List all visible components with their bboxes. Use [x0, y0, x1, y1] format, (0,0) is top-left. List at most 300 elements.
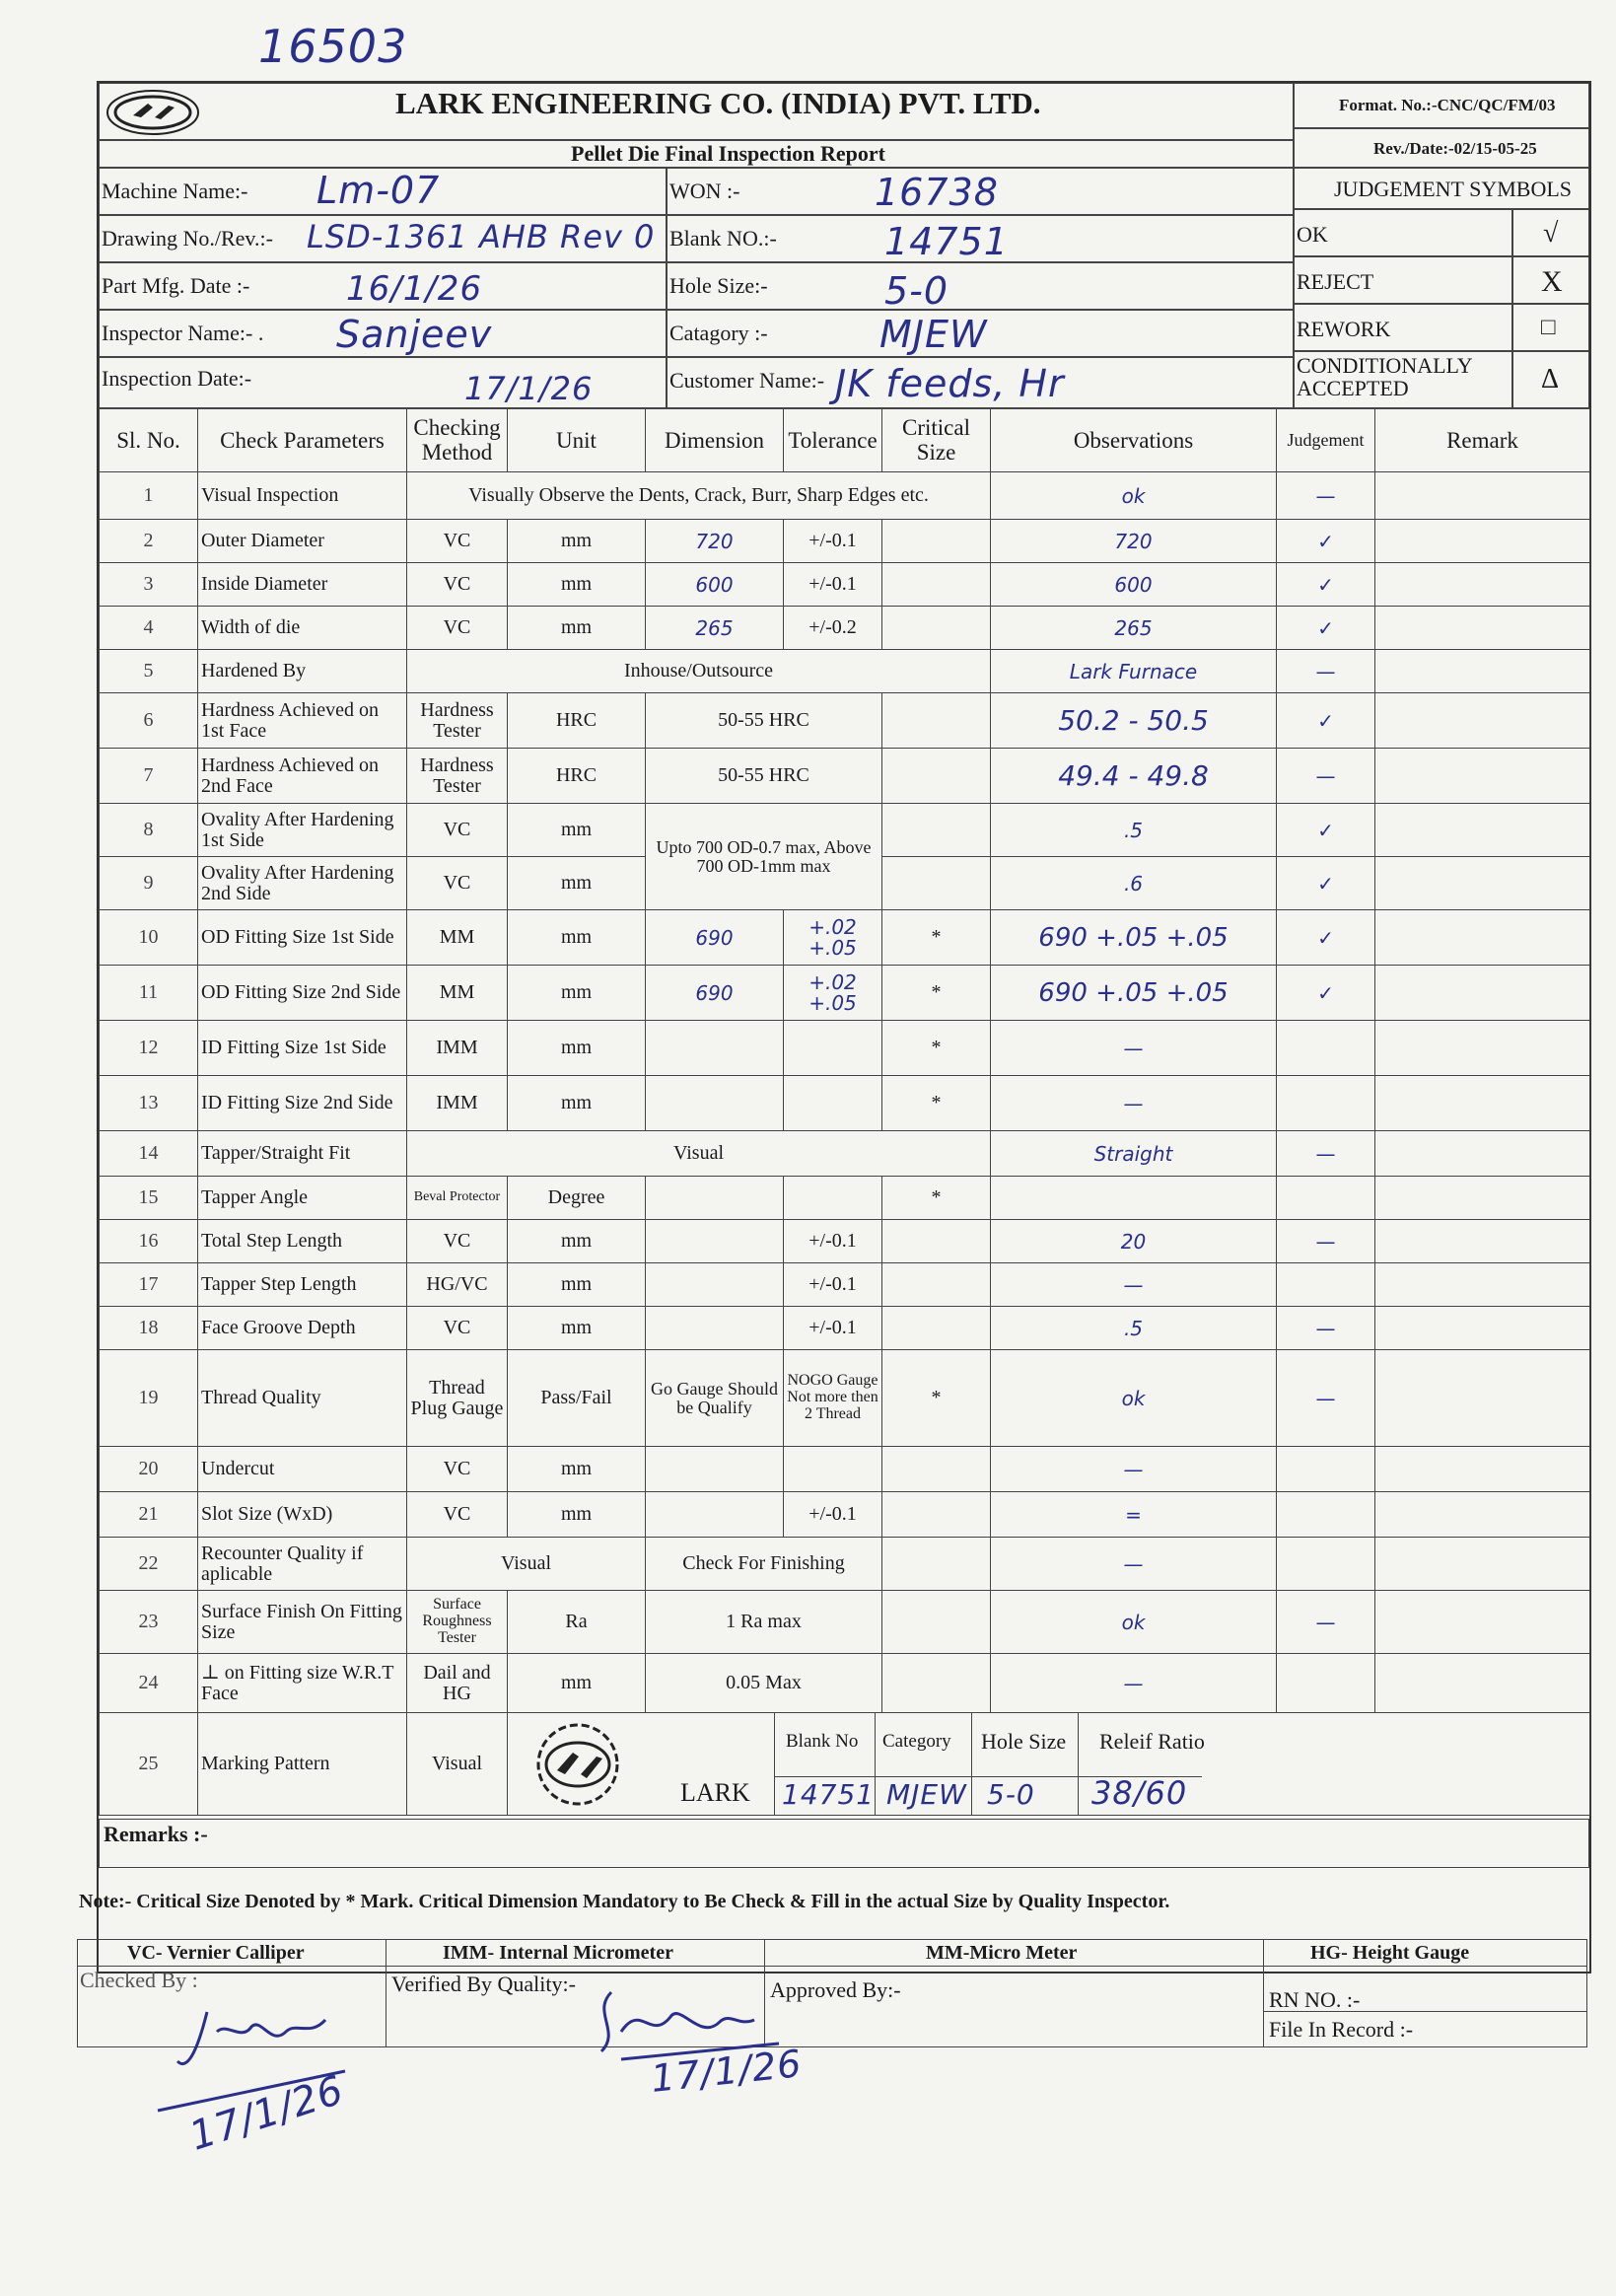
observation: ok: [991, 472, 1277, 520]
critical: [882, 520, 991, 563]
sl-no: 20: [100, 1447, 198, 1492]
unit: mm: [508, 607, 646, 650]
span-text: Visual: [407, 1131, 991, 1177]
table-row: [100, 693, 1590, 749]
tolerance: [784, 1021, 882, 1076]
sl-no: 12: [100, 1021, 198, 1076]
col-judgement: Judgement: [1277, 409, 1375, 472]
method: VC: [407, 1492, 508, 1538]
method: Dail and HG: [407, 1654, 508, 1713]
sl-no: 1: [100, 472, 198, 520]
dimension: 720: [646, 520, 784, 563]
param: ID Fitting Size 2nd Side: [198, 1076, 407, 1131]
observation: 50.2 - 50.5: [991, 693, 1277, 749]
judgement: ✓: [1277, 563, 1375, 607]
drawing-label: Drawing No./Rev.:-: [102, 226, 273, 251]
sl-no: 18: [100, 1307, 198, 1350]
sl-no: 19: [100, 1350, 198, 1447]
param: Visual Inspection: [198, 472, 407, 520]
param: Tapper Step Length: [198, 1263, 407, 1307]
table-row: [100, 563, 1590, 607]
inspection-date-label: Inspection Date:-: [102, 366, 252, 391]
unit: mm: [508, 910, 646, 966]
sl-no: 23: [100, 1591, 198, 1654]
method: VC: [407, 607, 508, 650]
judgement: —: [1277, 1307, 1375, 1350]
sl-no: 14: [100, 1131, 198, 1177]
dimension-tolerance: 0.05 Max: [646, 1654, 882, 1713]
inspection-date-value: 17/1/26: [464, 370, 594, 407]
dimension: [646, 1177, 784, 1220]
remark: [1375, 966, 1590, 1021]
tolerance: +/-0.1: [784, 1307, 882, 1350]
inspector-value: Sanjeev: [336, 313, 493, 356]
unit: mm: [508, 563, 646, 607]
remark: [1375, 1538, 1590, 1591]
method: IMM: [407, 1021, 508, 1076]
symbol-ok-cell: [1512, 209, 1589, 256]
rev-date-cell: [1294, 128, 1589, 168]
blank-row: [667, 215, 1294, 262]
legend-imm: IMM- Internal Micrometer: [443, 1942, 673, 1964]
observation: 690 +.05 +.05: [991, 966, 1277, 1021]
marking-detail: [508, 1713, 1590, 1816]
machine-name-row: [99, 168, 667, 215]
symbol-ok-label-cell: [1294, 209, 1512, 256]
critical: [882, 1307, 991, 1350]
param: Tapper/Straight Fit: [198, 1131, 407, 1177]
observation: Lark Furnace: [991, 650, 1277, 693]
table-row: [100, 1263, 1590, 1307]
observation: [991, 1177, 1277, 1220]
tolerance: +/-0.1: [784, 1492, 882, 1538]
tolerance: +/-0.1: [784, 520, 882, 563]
critical: *: [882, 1350, 991, 1447]
won-label: WON :-: [669, 179, 740, 203]
param: Outer Diameter: [198, 520, 407, 563]
observation: 49.4 - 49.8: [991, 749, 1277, 804]
won-value: 16738: [875, 171, 999, 214]
remark: [1375, 857, 1590, 910]
observation: ok: [991, 1591, 1277, 1654]
drawing-row: [99, 215, 667, 262]
verified-by-label: Verified By Quality:-: [391, 1972, 576, 1996]
param: Width of die: [198, 607, 407, 650]
report-title-row: [99, 140, 1294, 168]
judgement: ✓: [1277, 966, 1375, 1021]
blank-label: Blank NO.:-: [669, 226, 777, 251]
marking-header-category: Category: [882, 1731, 951, 1752]
param: OD Fitting Size 1st Side: [198, 910, 407, 966]
judgement: ✓: [1277, 804, 1375, 857]
part-mfg-row: [99, 262, 667, 310]
unit: mm: [508, 1076, 646, 1131]
observation: 720: [991, 520, 1277, 563]
judgement: [1277, 1076, 1375, 1131]
marking-logo: [514, 1721, 642, 1808]
company-logo: [104, 88, 202, 137]
category-row: [667, 310, 1294, 357]
unit: Degree: [508, 1177, 646, 1220]
span-text: Visually Observe the Dents, Crack, Burr, Sharp Edges etc.: [407, 472, 991, 520]
param: Tapper Angle: [198, 1177, 407, 1220]
judgement: —: [1277, 472, 1375, 520]
top-handwritten-number: 16503: [258, 20, 408, 73]
method: Hardness Tester: [407, 693, 508, 749]
judgement: —: [1277, 1131, 1375, 1177]
unit: mm: [508, 804, 646, 857]
dimension-tolerance: Upto 700 OD-0.7 max, Above 700 OD-1mm max: [646, 804, 882, 910]
marking-header-blank: Blank No: [786, 1731, 859, 1752]
judgement: —: [1277, 650, 1375, 693]
observation: 690 +.05 +.05: [991, 910, 1277, 966]
symbol-conditional-label: CONDITIONALLY ACCEPTED: [1297, 353, 1472, 401]
unit: mm: [508, 1263, 646, 1307]
table-row: [100, 1447, 1590, 1492]
remark: [1375, 1447, 1590, 1492]
marking-pattern-row: [100, 1713, 1590, 1816]
sl-no: 3: [100, 563, 198, 607]
remark: [1375, 607, 1590, 650]
rev-date: Rev./Date:-02/15-05-25: [1373, 139, 1537, 158]
unit: mm: [508, 520, 646, 563]
param: ID Fitting Size 1st Side: [198, 1021, 407, 1076]
critical: [882, 607, 991, 650]
method: VC: [407, 857, 508, 910]
observation: .6: [991, 857, 1277, 910]
tolerance: [784, 1177, 882, 1220]
remark: [1375, 693, 1590, 749]
legend-hg: HG- Height Gauge: [1310, 1942, 1470, 1964]
sl-no: 17: [100, 1263, 198, 1307]
judgement: —: [1277, 749, 1375, 804]
col-check-parameters: Check Parameters: [198, 409, 407, 472]
method: Visual: [407, 1538, 646, 1591]
sl-no: 21: [100, 1492, 198, 1538]
judgement: —: [1277, 1591, 1375, 1654]
observation: =: [991, 1492, 1277, 1538]
remark: [1375, 472, 1590, 520]
dimension: 265: [646, 607, 784, 650]
col-critical-size: Critical Size: [882, 409, 991, 472]
dimension-tolerance: 50-55 HRC: [646, 693, 882, 749]
symbol-reject-label: REJECT: [1297, 269, 1374, 294]
table-row: [100, 910, 1590, 966]
remark: [1375, 520, 1590, 563]
tolerance: +/-0.1: [784, 1220, 882, 1263]
col-unit: Unit: [508, 409, 646, 472]
judgement: —: [1277, 1220, 1375, 1263]
param: Total Step Length: [198, 1220, 407, 1263]
critical: [882, 749, 991, 804]
remark: [1375, 1177, 1590, 1220]
unit: Pass/Fail: [508, 1350, 646, 1447]
remark: [1375, 1350, 1590, 1447]
unit: HRC: [508, 749, 646, 804]
title-row: [99, 83, 1294, 140]
dimension: [646, 1076, 784, 1131]
table-row: [100, 1492, 1590, 1538]
unit: mm: [508, 1654, 646, 1713]
method: VC: [407, 563, 508, 607]
critical-note: Note:- Critical Size Denoted by * Mark. Critical Dimension Mandatory to Be Check & Fill in the actual Size by Quality Inspector.: [79, 1891, 1170, 1912]
critical: [882, 804, 991, 857]
tolerance: +.02 +.05: [784, 966, 882, 1021]
tolerance: [784, 1076, 882, 1131]
sl-no: 6: [100, 693, 198, 749]
observation: .5: [991, 1307, 1277, 1350]
marking-ratio: 38/60: [1091, 1774, 1188, 1812]
method: VC: [407, 1447, 508, 1492]
inspection-table: [99, 408, 1590, 1816]
method: MM: [407, 966, 508, 1021]
hole-label: Hole Size:-: [669, 273, 768, 298]
critical: [882, 693, 991, 749]
dimension: [646, 1307, 784, 1350]
blank-value: 14751: [884, 220, 1009, 263]
sl-no: 4: [100, 607, 198, 650]
sl-no: 9: [100, 857, 198, 910]
marking-blank: 14751: [782, 1778, 876, 1811]
critical: *: [882, 910, 991, 966]
observation: Straight: [991, 1131, 1277, 1177]
critical: [882, 563, 991, 607]
critical: [882, 1447, 991, 1492]
remark: [1375, 1654, 1590, 1713]
param: Thread Quality: [198, 1350, 407, 1447]
col-sl-no: Sl. No.: [100, 409, 198, 472]
judgement: [1277, 1177, 1375, 1220]
dimension: [646, 1492, 784, 1538]
table-row: [100, 1131, 1590, 1177]
table-row: [100, 1220, 1590, 1263]
hole-row: [667, 262, 1294, 313]
dimension: [646, 1447, 784, 1492]
unit: mm: [508, 966, 646, 1021]
marking-category: MJEW: [886, 1778, 967, 1811]
marking-header-ratio: Releif Ratio: [1099, 1729, 1205, 1754]
tolerance: NOGO Gauge Not more then 2 Thread: [784, 1350, 882, 1447]
critical: *: [882, 966, 991, 1021]
marking-lark: LARK: [680, 1778, 750, 1807]
table-row: [100, 1021, 1590, 1076]
remarks-label: Remarks :-: [104, 1822, 208, 1846]
remark: [1375, 1131, 1590, 1177]
observation: —: [991, 1263, 1277, 1307]
critical: [882, 1654, 991, 1713]
remark: [1375, 910, 1590, 966]
remark: [1375, 804, 1590, 857]
judgement: [1277, 1654, 1375, 1713]
unit: mm: [508, 1447, 646, 1492]
param: ⊥ on Fitting size W.R.T Face: [198, 1654, 407, 1713]
unit: mm: [508, 857, 646, 910]
category-label: Catagory :-: [669, 321, 768, 345]
remark: [1375, 749, 1590, 804]
table-row: [100, 1654, 1590, 1713]
tolerance: +/-0.1: [784, 563, 882, 607]
table-row: [100, 650, 1590, 693]
param: Ovality After Hardening 2nd Side: [198, 857, 407, 910]
remark: [1375, 1492, 1590, 1538]
format-no: Format. No.:-CNC/QC/FM/03: [1339, 96, 1556, 114]
won-row: [667, 168, 1294, 215]
approved-by-label: Approved By:-: [770, 1977, 901, 2002]
symbol-reject-cell: [1512, 256, 1589, 304]
unit: HRC: [508, 693, 646, 749]
method: HG/VC: [407, 1263, 508, 1307]
sl-no: 11: [100, 966, 198, 1021]
symbol-conditional-cell: [1512, 351, 1589, 408]
sl-no: 22: [100, 1538, 198, 1591]
judgement: —: [1277, 1350, 1375, 1447]
machine-name-value: Lm-07: [316, 169, 441, 212]
critical: [882, 1492, 991, 1538]
tolerance: [784, 1447, 882, 1492]
symbol-rework-cell: [1512, 304, 1589, 351]
table-row: [100, 1350, 1590, 1447]
table-row: [100, 520, 1590, 563]
sl-no: 16: [100, 1220, 198, 1263]
judgement: ✓: [1277, 607, 1375, 650]
dimension: Go Gauge Should be Qualify: [646, 1350, 784, 1447]
remark: [1375, 1591, 1590, 1654]
inspection-date-row: [99, 357, 667, 408]
col-dimension: Dimension: [646, 409, 784, 472]
table-row: [100, 749, 1590, 804]
sl-no: 13: [100, 1076, 198, 1131]
table-row: [100, 804, 1590, 857]
judgement: ✓: [1277, 520, 1375, 563]
part-mfg-value: 16/1/26: [346, 269, 483, 309]
judgement: ✓: [1277, 857, 1375, 910]
hole-value: 5-0: [884, 269, 949, 313]
judgement: ✓: [1277, 910, 1375, 966]
symbol-conditional-label-cell: [1294, 351, 1512, 408]
report-title: Pellet Die Final Inspection Report: [571, 141, 885, 166]
table-row: [100, 1177, 1590, 1220]
remark: [1375, 1263, 1590, 1307]
checked-by-date: 17/1/26: [183, 2067, 350, 2160]
critical: [882, 1591, 991, 1654]
sl-no: 7: [100, 749, 198, 804]
dimension-tolerance: 50-55 HRC: [646, 749, 882, 804]
remark: [1375, 1307, 1590, 1350]
legend-vc: VC- Vernier Calliper: [127, 1942, 305, 1964]
sl-no: 2: [100, 520, 198, 563]
judgement-symbols-title: JUDGEMENT SYMBOLS: [1334, 177, 1573, 201]
param: OD Fitting Size 2nd Side: [198, 966, 407, 1021]
judgement: [1277, 1492, 1375, 1538]
method: VC: [407, 1220, 508, 1263]
inspection-sheet: [97, 81, 1591, 1973]
judgement: ✓: [1277, 693, 1375, 749]
sl-no: 5: [100, 650, 198, 693]
param: Undercut: [198, 1447, 407, 1492]
customer-label: Customer Name:-: [669, 368, 825, 393]
sl-no: 25: [100, 1713, 198, 1816]
remark: [1375, 1021, 1590, 1076]
check-symbol-icon: √: [1543, 218, 1559, 249]
unit: mm: [508, 1021, 646, 1076]
customer-row: [667, 357, 1294, 408]
machine-name-label: Machine Name:-: [102, 179, 248, 203]
inspector-row: [99, 310, 667, 357]
method: Visual: [407, 1713, 508, 1816]
observation: 20: [991, 1220, 1277, 1263]
remark: [1375, 1220, 1590, 1263]
table-row: [100, 607, 1590, 650]
legend-mm: MM-Micro Meter: [926, 1942, 1078, 1964]
dimension: [646, 1220, 784, 1263]
dimension: 600: [646, 563, 784, 607]
method: Hardness Tester: [407, 749, 508, 804]
param: Face Groove Depth: [198, 1307, 407, 1350]
inspector-label: Inspector Name:- .: [102, 321, 264, 345]
col-remark: Remark: [1375, 409, 1590, 472]
unit: mm: [508, 1492, 646, 1538]
observation: —: [991, 1538, 1277, 1591]
method: MM: [407, 910, 508, 966]
judgement-symbols-title-cell: [1294, 168, 1589, 209]
company-name: LARK ENGINEERING CO. (INDIA) PVT. LTD.: [395, 86, 1041, 120]
square-symbol-icon: □: [1541, 315, 1556, 340]
dimension: 690: [646, 966, 784, 1021]
format-no-cell: [1294, 83, 1589, 128]
dimension: [646, 1021, 784, 1076]
dimension: [646, 1263, 784, 1307]
symbol-reject-label-cell: [1294, 256, 1512, 304]
method: VC: [407, 520, 508, 563]
param: Surface Finish On Fitting Size: [198, 1591, 407, 1654]
method: VC: [407, 804, 508, 857]
method: IMM: [407, 1076, 508, 1131]
remarks-row: [99, 1819, 1589, 1868]
table-row: [100, 1538, 1590, 1591]
param: Hardness Achieved on 1st Face: [198, 693, 407, 749]
observation: —: [991, 1076, 1277, 1131]
method: VC: [407, 1307, 508, 1350]
observation: —: [991, 1654, 1277, 1713]
judgement: [1277, 1263, 1375, 1307]
observation: —: [991, 1447, 1277, 1492]
marking-hole: 5-0: [987, 1778, 1035, 1811]
remark: [1375, 1076, 1590, 1131]
remark: [1375, 563, 1590, 607]
sl-no: 8: [100, 804, 198, 857]
table-row: [100, 966, 1590, 1021]
critical: *: [882, 1177, 991, 1220]
dimension-tolerance: Check For Finishing: [646, 1538, 882, 1591]
observation: ok: [991, 1350, 1277, 1447]
symbol-rework-label-cell: [1294, 304, 1512, 351]
table-row: [100, 1591, 1590, 1654]
method: Surface Roughness Tester: [407, 1591, 508, 1654]
judgement: [1277, 1447, 1375, 1492]
symbol-rework-label: REWORK: [1297, 317, 1391, 341]
critical: [882, 1263, 991, 1307]
tolerance: +/-0.2: [784, 607, 882, 650]
critical: [882, 857, 991, 910]
observation: 600: [991, 563, 1277, 607]
remark: [1375, 650, 1590, 693]
dimension: 690: [646, 910, 784, 966]
judgement: [1277, 1538, 1375, 1591]
param: Hardness Achieved on 2nd Face: [198, 749, 407, 804]
param: Ovality After Hardening 1st Side: [198, 804, 407, 857]
critical: [882, 1538, 991, 1591]
observation: 265: [991, 607, 1277, 650]
